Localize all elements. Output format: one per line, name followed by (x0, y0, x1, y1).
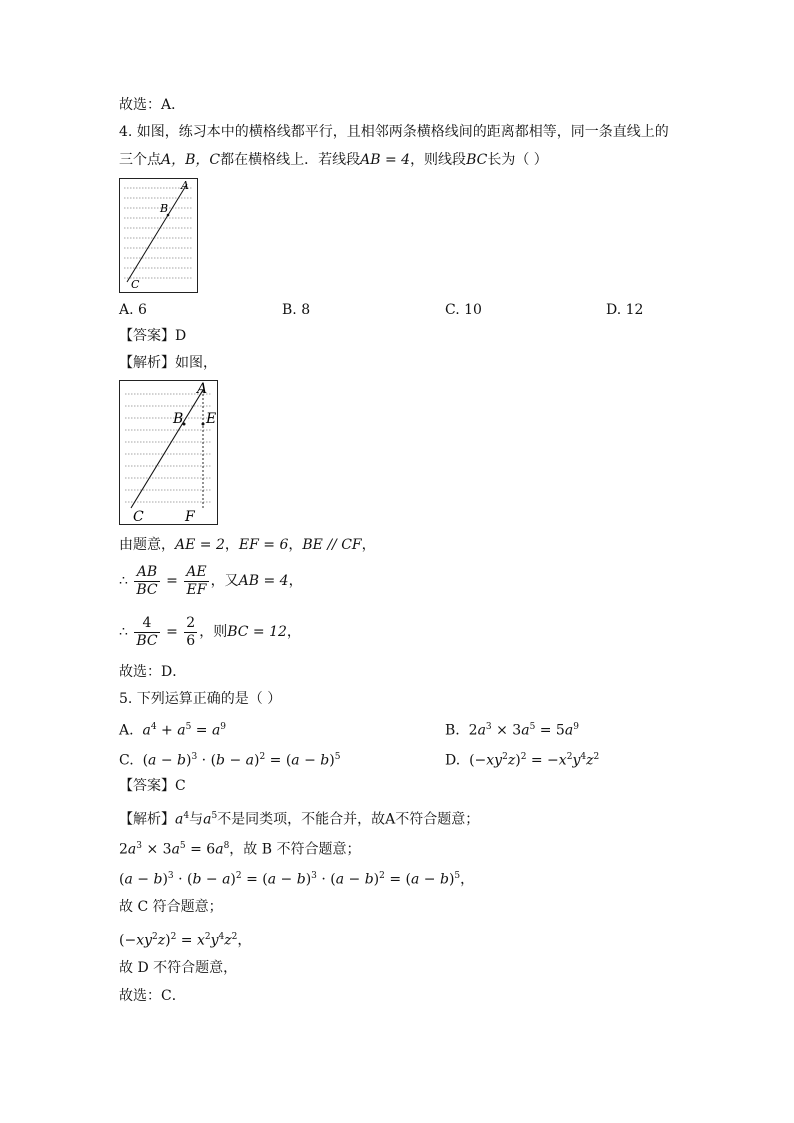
q4-option-a: A. 6 (119, 302, 147, 318)
q4-ratio-line (119, 563, 303, 599)
frac-num: 4 (134, 615, 159, 633)
fig2-label-e: E (206, 411, 217, 427)
q5-answer: 【答案】C (119, 778, 186, 794)
frac-den: 6 (186, 632, 196, 649)
q5-option-c-label: C. (119, 752, 134, 769)
fig2-label-f: F (185, 509, 195, 525)
fig2-label-b: B (173, 411, 184, 427)
fig1-label-c: C (131, 278, 140, 291)
q5-analysis-line6: 故 D 不符合题意， (119, 960, 238, 976)
q4-comma-3: ， (361, 537, 376, 553)
q5-analysis-line4: 故 C 符合题意； (119, 899, 223, 915)
q5-option-d: D. $(-xy^2z)^2 = -x^2y^4z^2$ (445, 752, 600, 769)
q5-analysis-line5: $(-xy^2z)^2 = x^2y^4z^2$， (119, 932, 252, 949)
q5-option-b: B. $2a^3 \times 3a^5 = 5a^9$ (445, 722, 579, 739)
frac-den: BC (136, 581, 158, 598)
q5-option-b-label: B. (445, 722, 460, 739)
q4-given (119, 535, 376, 555)
q5-analysis-line3: $(a - b)^3 \cdot (b - a)^2 = (a - b)^3 \cdot (a - b)^2 = (a - b)^5$， (119, 871, 475, 888)
q4-points: A，B，C (161, 152, 221, 168)
q4-given-parallel: BE // CF (302, 537, 362, 553)
q4-figure-notebook (119, 178, 199, 294)
fraction-4-bc (134, 615, 159, 650)
also-text: ，又 (210, 573, 239, 589)
fig1-label-b: B (160, 202, 169, 215)
q4-answer: 【答案】D (119, 328, 187, 344)
therefore-symbol-2: ∴ (119, 624, 128, 640)
q4-figure-solution (119, 380, 219, 526)
q5-analysis-line1-text: 不是同类项，不能合并，故A不符合题意； (217, 811, 480, 828)
frac-den: EF (186, 581, 207, 598)
q4-option-b: B. 8 (282, 302, 311, 318)
q4-comma-1: ， (224, 537, 239, 553)
q5-option-a-label: A. (119, 722, 134, 739)
q4-ab-equation: AB = 4 (360, 152, 411, 168)
q4-given-prefix: 由题意， (119, 537, 175, 553)
fig1-label-a: A (181, 179, 189, 192)
q4-result: BC = 12 (227, 624, 287, 640)
frac-num: AB (134, 564, 159, 582)
therefore-symbol-1: ∴ (119, 573, 128, 589)
fraction-ae-ef (184, 564, 208, 599)
q5-stem: 5. 下列运算正确的是（ ） (119, 691, 282, 707)
q4-solve-line (119, 614, 301, 650)
q5-analysis-line2-text: ，故 B 不符合题意； (229, 841, 361, 858)
then-text: ，则 (199, 624, 228, 640)
q5-option-d-label: D. (445, 752, 461, 769)
q4-given-ae: AE = 2 (175, 537, 225, 553)
frac-den: BC (136, 632, 158, 649)
q4-given-ef: EF = 6 (238, 537, 289, 553)
q5-option-c: C. $(a - b)^3 \cdot (b - a)^2 = (a - b)^5$ (119, 752, 341, 769)
fig2-label-a: A (197, 381, 208, 397)
q5-comma-2: ， (237, 932, 252, 949)
equals-sign: = (166, 624, 178, 640)
frac-num: 2 (186, 614, 196, 631)
q4-stem-part-d: 长为（ ） (487, 152, 548, 168)
q4-stem-part-c: ，则线段 (410, 152, 467, 168)
q4-bc: BC (466, 152, 488, 168)
q4-stem-part-b: 都在横格线上．若线段 (220, 152, 361, 168)
equals-sign: = (166, 573, 178, 589)
q4-option-c: C. 10 (445, 302, 482, 318)
q4-comma-5: ， (286, 624, 301, 640)
fraction-ab-bc (134, 564, 159, 599)
q4-stem-line1: 4. 如图，练习本中的横格线都平行，且相邻两条横格线间的距离都相等，同一条直线上的 (119, 124, 669, 140)
q4-also-ab: AB = 4 (238, 573, 289, 589)
q5-analysis-line1: 【解析】$a^4$与$a^5$不是同类项，不能合并，故A不符合题意； (119, 811, 480, 828)
q4-comma-2: ， (288, 537, 303, 553)
q5-conclusion: 故选：C． (119, 988, 186, 1004)
q4-option-d: D. 12 (606, 302, 644, 318)
frac-num: AE (186, 563, 207, 580)
q5-and-word: 与 (189, 811, 204, 828)
q5-option-a: A. $a^4 + a^5 = a^9$ (119, 722, 227, 739)
q5-analysis-label: 【解析】 (119, 811, 175, 828)
q4-stem-line2 (119, 150, 548, 170)
q4-analysis-intro: 【解析】如图， (119, 355, 217, 371)
q4-conclusion: 故选：D． (119, 664, 187, 680)
q4-comma-4: ， (288, 573, 303, 589)
q5-comma-1: ， (460, 871, 475, 888)
fig2-label-c: C (133, 509, 144, 525)
q4-stem-part-a: 三个点 (119, 152, 161, 168)
q3-conclusion: 故选：A． (119, 97, 186, 113)
fraction-2-6 (184, 615, 197, 650)
q5-analysis-line2: $2a^3 \times 3a^5 = 6a^8$，故 B 不符合题意； (119, 841, 361, 858)
